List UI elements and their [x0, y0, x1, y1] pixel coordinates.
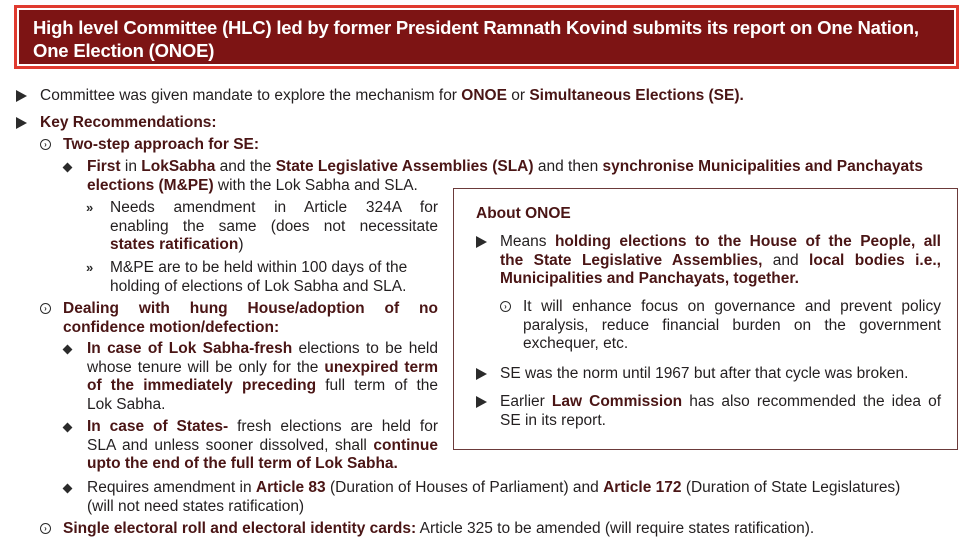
about-onoe-title: About ONOE	[476, 205, 571, 222]
arrow-bullet-icon	[16, 90, 27, 102]
arrow-bullet-icon	[476, 396, 487, 408]
raquo-bullet-icon: »	[86, 200, 94, 215]
diamond-bullet-icon	[63, 423, 73, 433]
onoe-definition-text: Means holding elections to the House of the People, all the State Legislative Assemblies, and local bodies i.e., Municipalities and Panchayats, together.	[500, 233, 941, 287]
circle-arrow-bullet-icon: ›	[40, 139, 51, 150]
arrow-bullet-icon	[16, 117, 27, 129]
header-title	[19, 10, 954, 64]
header-line-2: One Election (ONOE)	[33, 40, 215, 61]
onoe-benefits-text: It will enhance focus on governance and prevent policy paralysis, reduce financial burden on the government exchequer, etc.	[523, 298, 941, 352]
electoral-roll-text: Single electoral roll and electoral identity cards: Article 325 to be amended (will require states ratification).	[63, 520, 815, 537]
arrow-bullet-icon	[476, 236, 487, 248]
se-norm-text: SE was the norm until 1967 but after that cycle was broken.	[500, 365, 909, 382]
header-line-1: High level Committee (HLC) led by former President Ramnath Kovind submits its report on One Nation,	[33, 17, 919, 38]
diamond-bullet-icon	[63, 345, 73, 355]
article-83-172-text: Requires amendment in Article 83 (Duration of Houses of Parliament) and Article 172 (Duration of State Legislatures) (will not need states ratification)	[87, 479, 901, 515]
first-step-text: First in LokSabha and the State Legislative Assemblies (SLA) and then synchronise Municipalities and Panchayats elections (M&PE) with the Lok Sabha and SLA.	[87, 158, 923, 194]
diamond-bullet-icon	[63, 163, 73, 173]
circle-arrow-bullet-icon: ›	[40, 523, 51, 534]
diamond-bullet-icon	[63, 484, 73, 494]
raquo-bullet-icon: »	[86, 260, 94, 275]
circle-arrow-bullet-icon: ›	[40, 303, 51, 314]
two-step-heading: Two-step approach for SE:	[63, 136, 260, 153]
law-commission-text: Earlier Law Commission has also recommended the idea of SE in its report.	[500, 393, 941, 429]
arrow-bullet-icon	[476, 368, 487, 380]
hung-house-heading: Dealing with hung House/adoption of no confidence motion/defection:	[63, 300, 438, 336]
about-onoe-box	[453, 188, 958, 450]
key-recommendations-heading: Key Recommendations:	[40, 114, 217, 131]
header-banner	[14, 5, 959, 69]
states-case-text: In case of States- fresh elections are held for SLA and unless sooner dissolved, shall continue upto the end of the full term of Lok Sabha.	[87, 418, 438, 472]
lok-sabha-case-text: In case of Lok Sabha-fresh elections to be held whose tenure will be only for the unexpired term of the immediately preceding full term of the Lok Sabha.	[87, 340, 438, 413]
mpe-timeline-text: M&PE are to be held within 100 days of the holding of elections of Lok Sabha and SLA.	[110, 259, 408, 295]
article-324a-text: Needs amendment in Article 324A for enabling the same (does not necessitate states ratification)	[110, 199, 438, 253]
mandate-text: Committee was given mandate to explore the mechanism for ONOE or Simultaneous Elections (SE).	[40, 87, 744, 104]
circle-arrow-bullet-icon: ›	[500, 301, 511, 312]
